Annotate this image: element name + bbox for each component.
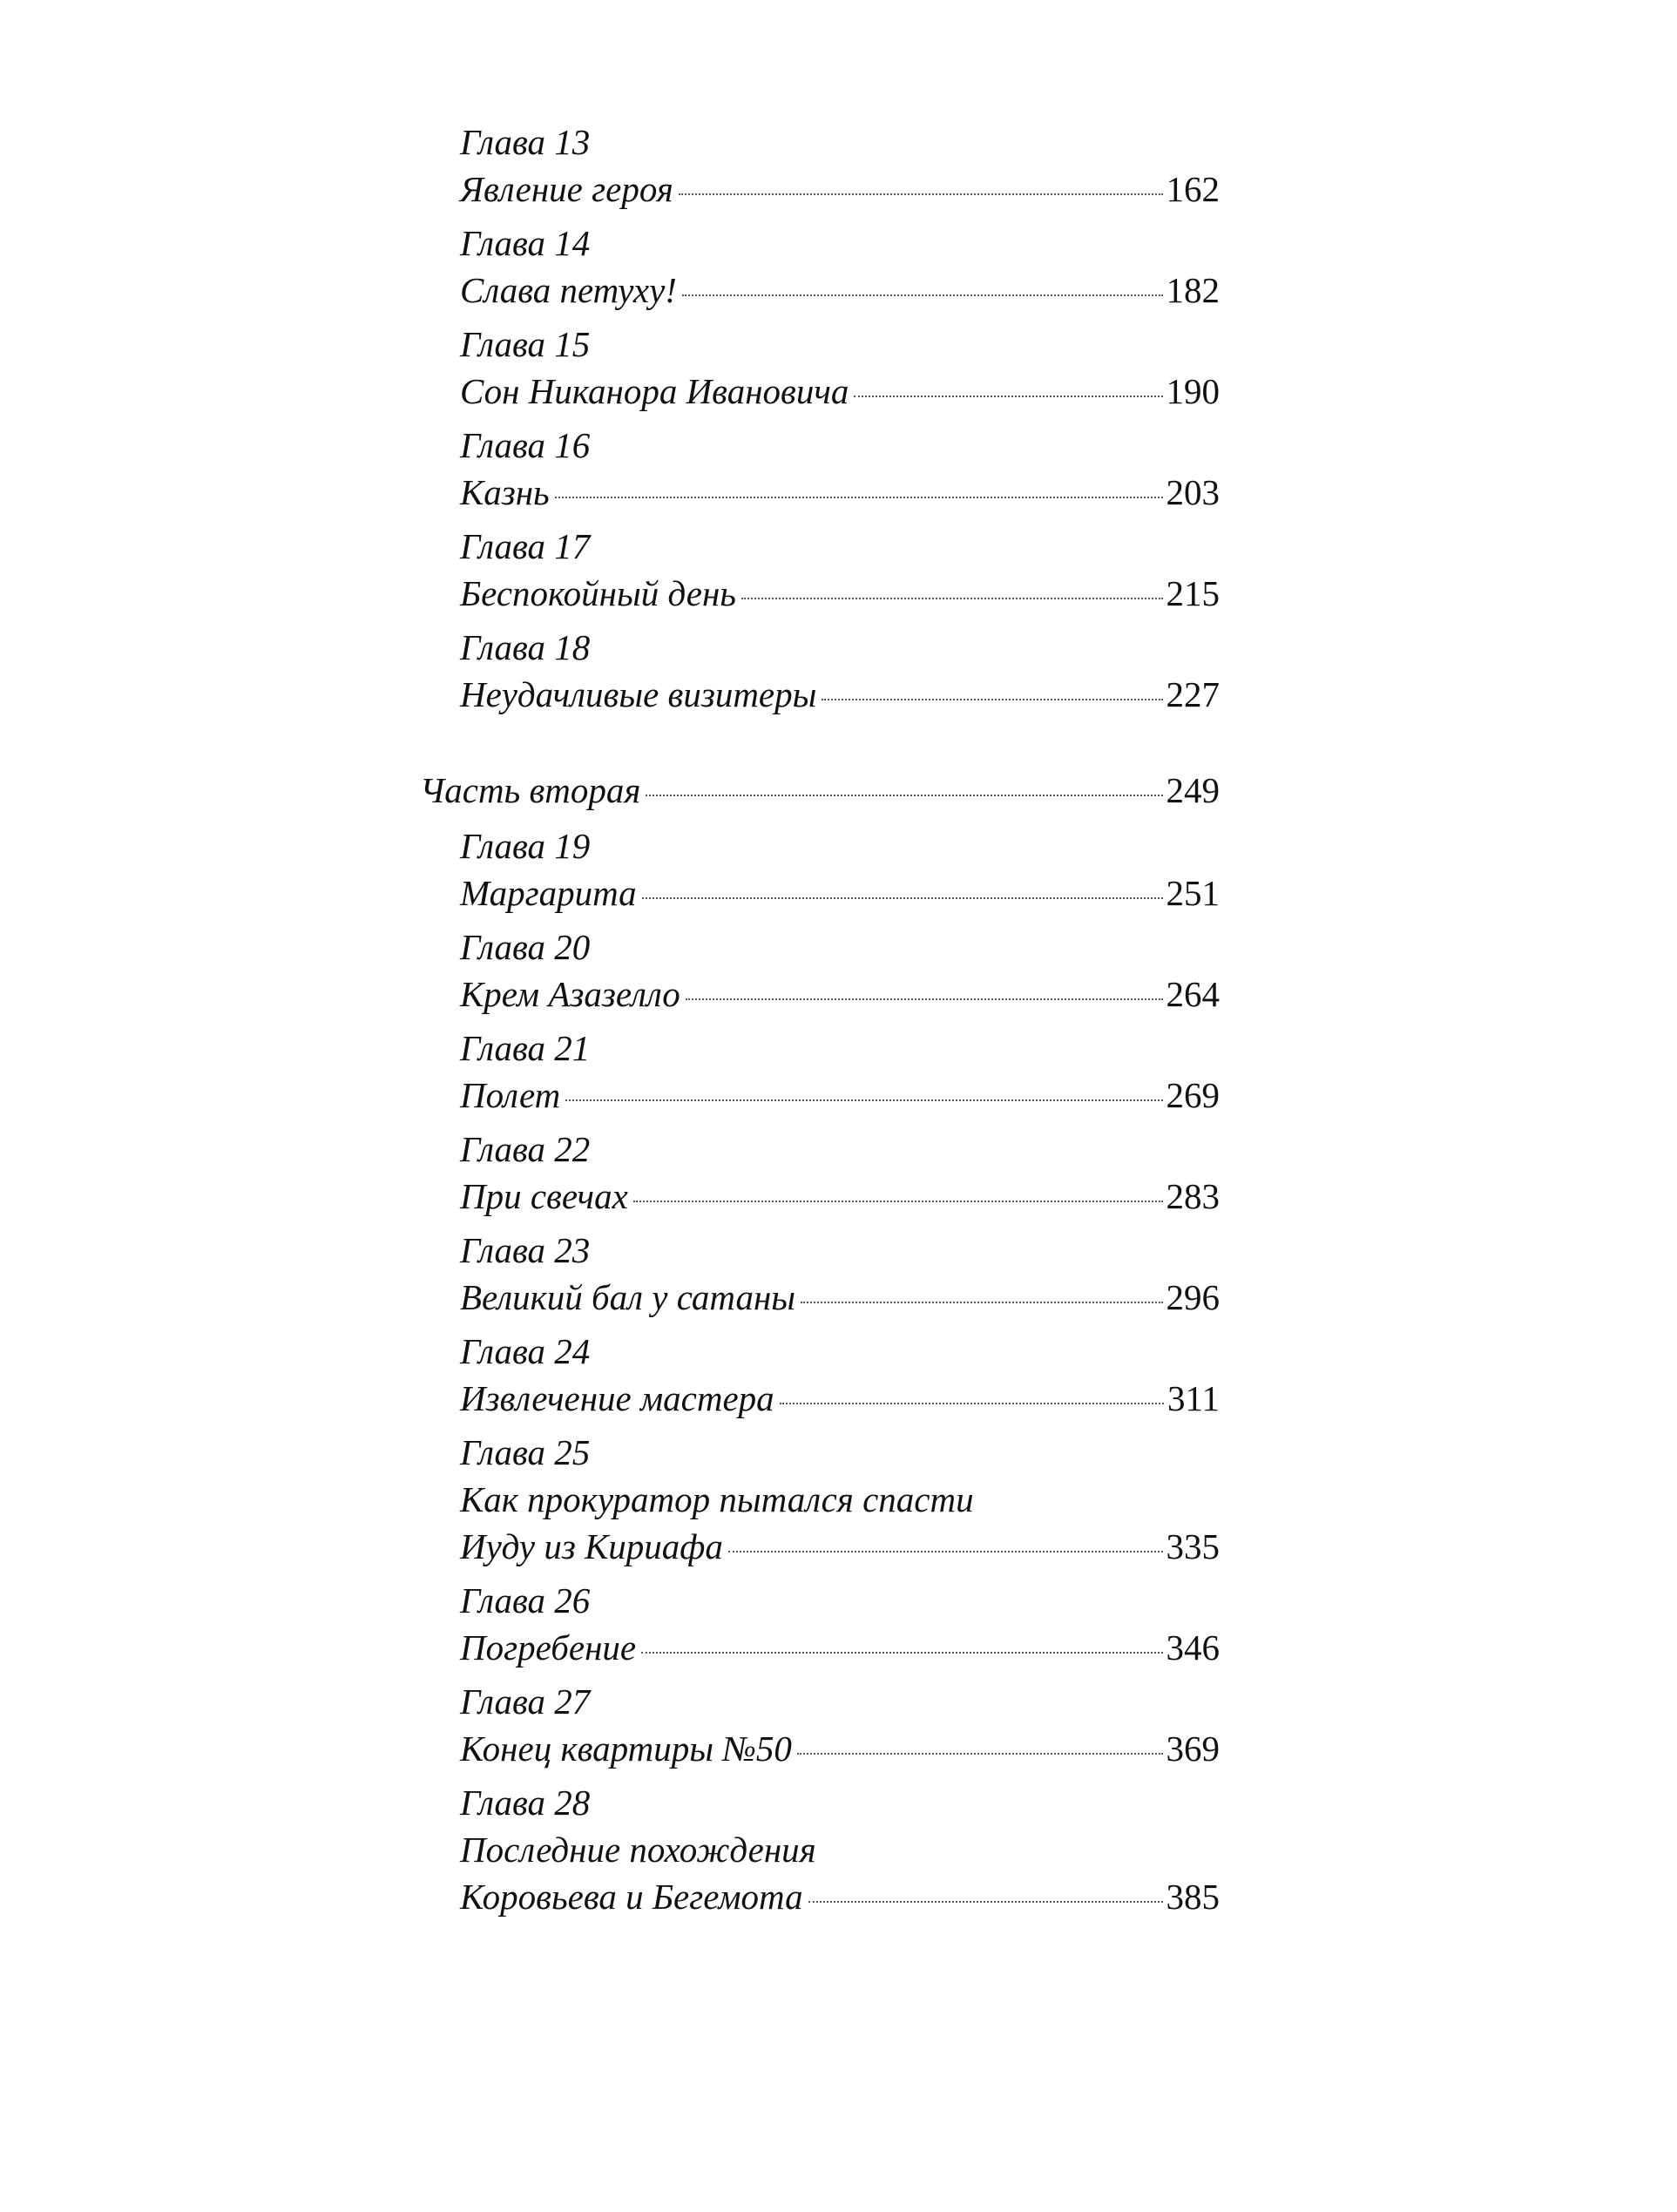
- dot-leader: [679, 193, 1163, 195]
- chapter-label: Глава 15: [460, 324, 591, 364]
- chapter-title-row: [460, 1173, 1220, 1220]
- toc-chapter-entry[interactable]: [460, 1577, 1220, 1671]
- chapter-title-row: [460, 1725, 1220, 1772]
- chapter-title: Конец квартиры №50: [460, 1728, 792, 1769]
- chapter-page-number: 269: [1166, 1075, 1220, 1115]
- chapter-page-number: 264: [1166, 974, 1220, 1014]
- chapter-title-row: [460, 570, 1220, 617]
- chapter-page-number: 227: [1166, 674, 1220, 714]
- dot-leader: [682, 294, 1163, 296]
- chapter-label: Глава 18: [460, 627, 591, 667]
- dot-leader: [686, 998, 1163, 1000]
- chapter-page-number: 162: [1166, 169, 1220, 209]
- chapter-title-row: [460, 469, 1220, 516]
- toc-chapter-entry[interactable]: [460, 624, 1220, 718]
- chapter-title: Погребение: [460, 1627, 637, 1667]
- chapter-title: Сон Никанора Ивановича: [460, 371, 849, 411]
- chapter-title: Извлечение мастера: [460, 1378, 774, 1418]
- chapter-title-row: [460, 1375, 1220, 1422]
- chapter-title-row: [460, 1873, 1220, 1920]
- dot-leader: [801, 1302, 1162, 1303]
- chapter-label: Глава 26: [460, 1580, 591, 1620]
- chapter-title-row: [460, 869, 1220, 917]
- dot-leader: [565, 1099, 1162, 1101]
- toc-chapter-entry[interactable]: [460, 1227, 1220, 1321]
- toc-chapter-entry[interactable]: [460, 1328, 1220, 1422]
- chapter-title: Крем Азазелло: [460, 974, 680, 1014]
- dot-leader: [741, 598, 1163, 599]
- chapter-title-row: [460, 166, 1220, 213]
- chapter-title: Коровьева и Бегемота: [460, 1877, 803, 1917]
- chapter-title-row: [460, 971, 1220, 1018]
- toc-chapter-entry[interactable]: [460, 118, 1220, 213]
- chapter-title-row: [460, 267, 1220, 314]
- chapter-label: Глава 23: [460, 1230, 591, 1270]
- chapter-title-row: [460, 1072, 1220, 1119]
- dot-leader: [822, 699, 1162, 700]
- chapter-label: Глава 22: [460, 1129, 591, 1169]
- chapter-label: Глава 27: [460, 1681, 591, 1722]
- toc-chapter-entry[interactable]: [460, 1429, 1220, 1570]
- chapter-label: Глава 25: [460, 1432, 591, 1472]
- chapter-page-number: 203: [1166, 472, 1220, 512]
- dot-leader: [728, 1551, 1163, 1552]
- part-two-chapter-list: [460, 822, 1220, 1920]
- toc-part-entry[interactable]: [420, 767, 1220, 814]
- chapter-title: Полет: [460, 1075, 561, 1115]
- chapter-page-number: 190: [1166, 371, 1220, 411]
- chapter-title-row: [460, 1274, 1220, 1321]
- chapter-label: Глава 16: [460, 425, 591, 465]
- chapter-label: Глава 28: [460, 1782, 591, 1823]
- chapter-title: Казнь: [460, 472, 550, 512]
- chapter-page-number: 311: [1167, 1378, 1220, 1418]
- toc-chapter-entry[interactable]: [460, 1025, 1220, 1119]
- dot-leader: [633, 1201, 1163, 1202]
- chapter-title: Неудачливые визитеры: [460, 674, 817, 714]
- dot-leader: [808, 1901, 1163, 1903]
- chapter-title-row: [460, 1523, 1220, 1570]
- chapter-page-number: 385: [1166, 1877, 1220, 1917]
- chapter-label: Глава 17: [460, 526, 591, 566]
- dot-leader: [642, 897, 1163, 899]
- chapter-label: Глава 19: [460, 826, 591, 866]
- chapter-label: Глава 14: [460, 223, 591, 263]
- chapter-page-number: 369: [1166, 1728, 1220, 1769]
- toc-chapter-entry[interactable]: [460, 923, 1220, 1018]
- chapter-title: При свечах: [460, 1176, 628, 1216]
- chapter-title-line: Как прокуратор пытался спасти: [460, 1479, 974, 1519]
- chapter-title: Явление героя: [460, 169, 673, 209]
- chapter-title: Беспокойный день: [460, 573, 736, 613]
- chapter-title: Слава петуху!: [460, 270, 677, 310]
- dot-leader: [780, 1403, 1164, 1404]
- chapter-page-number: 335: [1166, 1526, 1220, 1566]
- chapter-label: Глава 20: [460, 927, 591, 967]
- chapter-title-row: [460, 671, 1220, 718]
- chapter-label: Глава 13: [460, 122, 591, 162]
- chapter-page-number: 251: [1166, 873, 1220, 913]
- part-one-chapter-list: [460, 118, 1220, 718]
- dot-leader: [797, 1753, 1163, 1755]
- toc-chapter-entry[interactable]: [460, 220, 1220, 314]
- toc-chapter-entry[interactable]: [460, 422, 1220, 516]
- chapter-title-row: [460, 1624, 1220, 1671]
- chapter-label: Глава 24: [460, 1331, 591, 1371]
- table-of-contents: [420, 118, 1220, 1927]
- chapter-title: Великий бал у сатаны: [460, 1277, 796, 1317]
- dot-leader: [641, 1652, 1162, 1654]
- toc-chapter-entry[interactable]: [460, 1126, 1220, 1220]
- chapter-title: Маргарита: [460, 873, 637, 913]
- chapter-title-line: Последние похождения: [460, 1830, 816, 1870]
- dot-leader: [646, 795, 1162, 796]
- dot-leader: [854, 396, 1162, 397]
- toc-chapter-entry[interactable]: [460, 321, 1220, 415]
- part-page-number: 249: [1166, 770, 1220, 810]
- chapter-page-number: 283: [1166, 1176, 1220, 1216]
- dot-leader: [555, 497, 1163, 498]
- chapter-page-number: 215: [1166, 573, 1220, 613]
- chapter-page-number: 182: [1166, 270, 1220, 310]
- chapter-title-row: [460, 368, 1220, 415]
- chapter-label: Глава 21: [460, 1028, 591, 1068]
- toc-chapter-entry[interactable]: [460, 822, 1220, 917]
- chapter-page-number: 296: [1166, 1277, 1220, 1317]
- part-title: Часть вторая: [420, 770, 641, 810]
- chapter-title: Иуду из Кириафа: [460, 1526, 723, 1566]
- toc-chapter-entry[interactable]: [460, 523, 1220, 617]
- toc-chapter-entry[interactable]: [460, 1678, 1220, 1772]
- toc-chapter-entry[interactable]: [460, 1779, 1220, 1920]
- chapter-page-number: 346: [1166, 1627, 1220, 1667]
